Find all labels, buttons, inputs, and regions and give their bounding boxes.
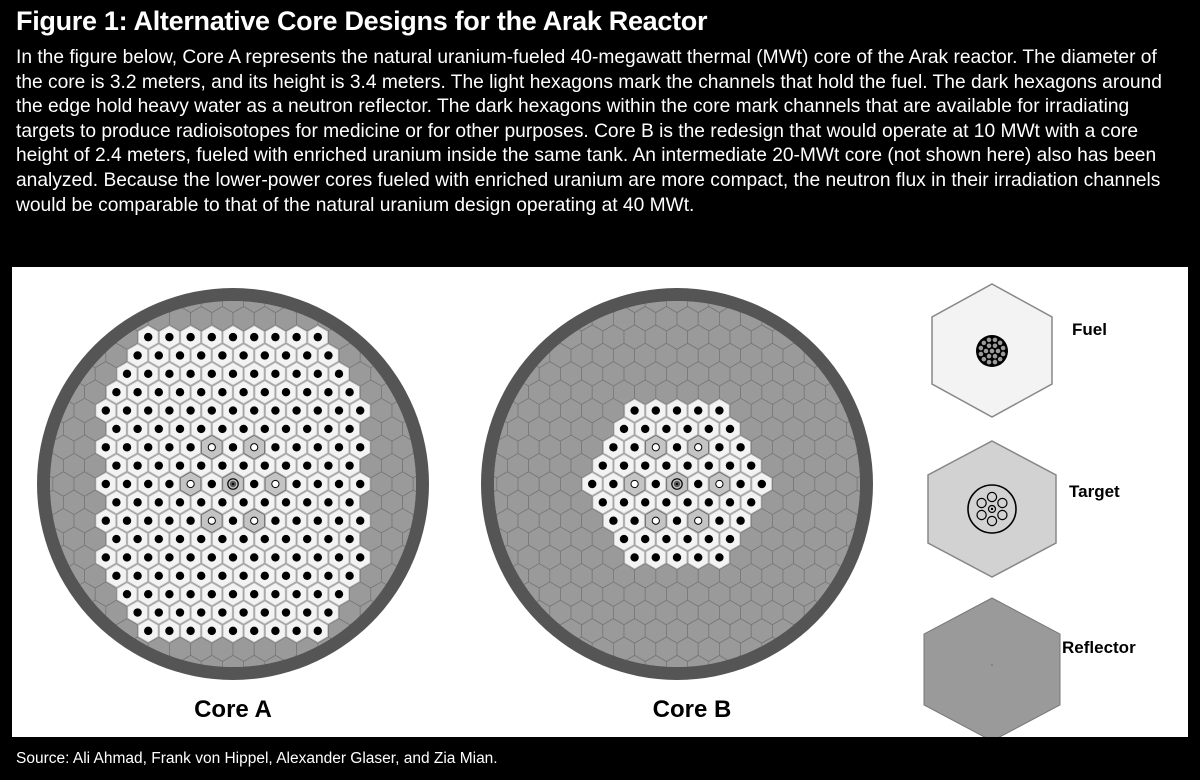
core-b-channel-grid <box>465 270 889 698</box>
legend-target-label: Target <box>1069 482 1120 501</box>
legend-fuel <box>932 284 1107 417</box>
legend-reflector-label: Reflector <box>1062 638 1136 657</box>
core-a-label: Core A <box>194 696 272 723</box>
figure-source: Source: Ali Ahmad, Frank von Hippel, Alexander Glaser, and Zia Mian. <box>16 750 498 767</box>
legend-reflector <box>924 598 1136 737</box>
legend-reflector-hex <box>924 598 1060 737</box>
legend-fuel-label: Fuel <box>1072 320 1107 339</box>
core-diagram <box>12 267 1188 737</box>
core-b-label: Core B <box>652 696 732 723</box>
legend <box>924 284 1136 737</box>
core-a <box>21 270 445 723</box>
figure-title: Figure 1: Alternative Core Designs for the Arak Reactor <box>16 6 708 36</box>
legend-target <box>928 441 1120 577</box>
core-a-channel-grid <box>21 270 445 698</box>
reflector-center-dot <box>991 664 993 666</box>
figure-description: In the figure below, Core A represents the natural uranium-fueled 40-megawatt thermal (MWt) core of the Arak reactor. The diameter of the core is 3.2 meters, and its height is 3.4 meters. The light hexagons mark the channels that hold the fuel. The dark hexagons around the edge hold heavy water as a neutron reflector. The dark hexagons within the core mark channels that are available for irradiating targets to produce radioisotopes for medicine or for other purposes. Core B is the redesign that would operate at 10 MWt with a core height of 2.4 meters, fueled with enriched uranium inside the same tank. An intermediate 20-MWt core (not shown here) also has been analyzed. Because the lower-power cores fueled with enriched uranium are more compact, the neutron flux in their irradiation channels would be comparable to that of the natural uranium design operating at 40 MWt. <box>16 47 1162 216</box>
fuel-bundle-icon <box>976 335 1008 367</box>
core-b <box>465 270 889 723</box>
diagram-panel <box>12 267 1188 737</box>
